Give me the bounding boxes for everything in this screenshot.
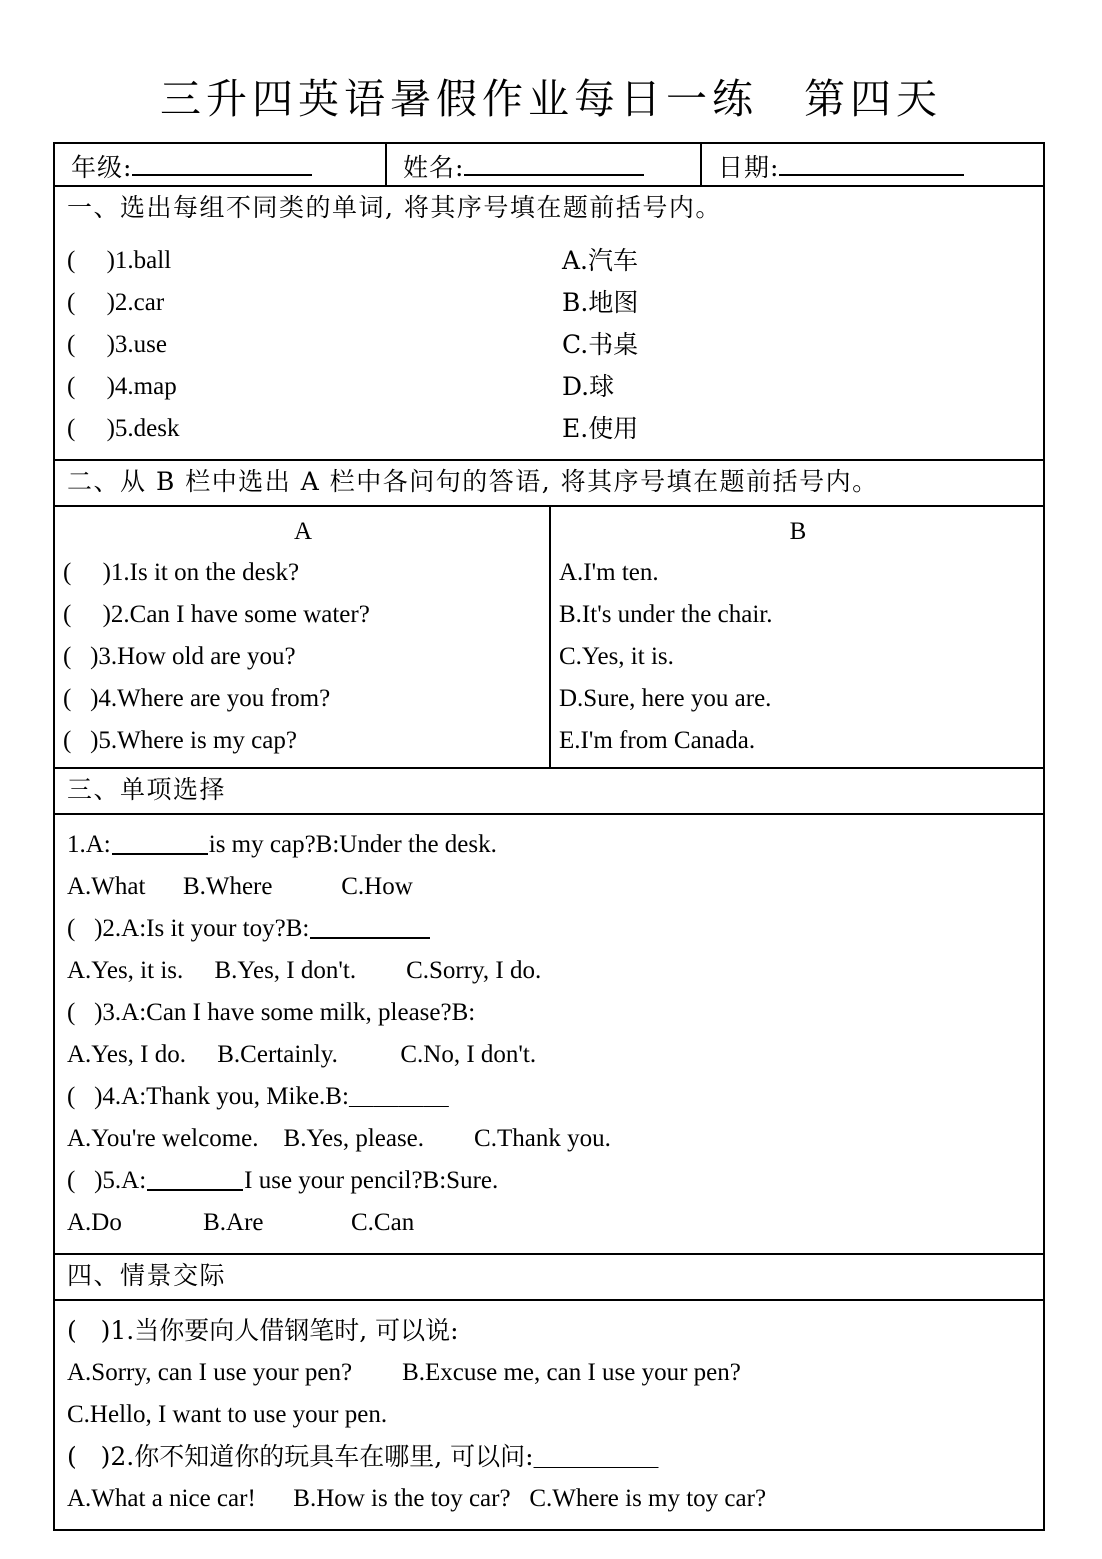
name-field[interactable]: [387, 144, 702, 185]
column-b-header: B: [789, 517, 807, 545]
grade-label: 年级:: [71, 153, 133, 182]
section-1-body: [55, 231, 1043, 459]
question-prompt[interactable]: ( )2.你不知道你的玩具车在哪里, 可以问:＿＿＿＿＿: [67, 1441, 659, 1471]
matching-column-a: [55, 507, 551, 767]
grade-input-blank[interactable]: [132, 152, 312, 176]
section-2: [55, 507, 1043, 769]
worksheet-table: [53, 142, 1045, 1531]
section-4: [55, 1301, 1043, 1529]
list-item: [67, 365, 1033, 407]
section-4-heading-row: [55, 1255, 1043, 1301]
list-item: [67, 323, 1033, 365]
list-item: A.I'm ten.: [559, 558, 659, 586]
answer-blank[interactable]: ＿＿＿＿: [348, 1082, 449, 1110]
section-3-heading: 三、单项选择: [67, 775, 227, 804]
option-row[interactable]: A.You're welcome. B.Yes, please. C.Thank you.: [67, 1124, 611, 1152]
list-item: [67, 281, 1033, 323]
section-4-heading: 四、情景交际: [67, 1261, 227, 1290]
section-1-left-item[interactable]: ( )4.map: [67, 372, 177, 400]
section-2-heading: 二、从 B 栏中选出 A 栏中各问句的答语, 将其序号填在题前括号内。: [67, 467, 879, 496]
question-text: ( )2.A:Is it your toy?B:: [67, 914, 310, 942]
question-prompt[interactable]: ( )1.当你要向人借钢笔时, 可以说:: [67, 1315, 459, 1345]
option-row[interactable]: A.Yes, I do. B.Certainly. C.No, I don't.: [67, 1040, 537, 1068]
matching-column-b: [551, 507, 1043, 767]
list-item[interactable]: ( )2.Can I have some water?: [63, 600, 370, 628]
list-item: C.Yes, it is.: [559, 642, 674, 670]
question-text-tail: is my cap?B:Under the desk.: [208, 830, 497, 858]
date-input-blank[interactable]: [779, 152, 964, 176]
question-text: ( )3.A:Can I have some milk, please?B:: [67, 998, 476, 1026]
question-text: ( )5.A:: [67, 1166, 147, 1194]
answer-blank[interactable]: [310, 917, 430, 939]
name-input-blank[interactable]: [464, 152, 644, 176]
grade-field[interactable]: [55, 144, 387, 185]
section-1-left-item[interactable]: ( )1.ball: [67, 246, 172, 274]
section-3-heading-row: [55, 769, 1043, 815]
list-item[interactable]: ( )3.How old are you?: [63, 642, 296, 670]
question-text: ( )4.A:Thank you, Mike.B:: [67, 1082, 349, 1110]
section-4-body: [55, 1301, 1043, 1529]
answer-blank[interactable]: [112, 833, 208, 855]
name-label: 姓名:: [403, 153, 465, 182]
section-1: [55, 187, 1043, 461]
option-row[interactable]: A.Sorry, can I use your pen? B.Excuse me, can I use your pen?: [67, 1358, 741, 1386]
section-1-right-item: D.球: [562, 371, 615, 401]
question-prompt: [67, 823, 1033, 865]
section-1-right-item: A.汽车: [562, 245, 639, 275]
page-title: 三升四英语暑假作业每日一练 第四天: [160, 75, 942, 123]
option-row[interactable]: A.Do B.Are C.Can: [67, 1208, 415, 1236]
list-item: E.I'm from Canada.: [559, 726, 756, 754]
list-item[interactable]: ( )4.Where are you from?: [63, 684, 331, 712]
section-1-left-item[interactable]: ( )5.desk: [67, 414, 180, 442]
section-1-heading: 一、选出每组不同类的单词, 将其序号填在题前括号内。: [67, 193, 722, 222]
question-text: 1.A:: [67, 830, 111, 858]
section-3-body: [55, 815, 1043, 1253]
list-item: [67, 407, 1033, 449]
answer-blank[interactable]: [147, 1169, 243, 1191]
date-label: 日期:: [718, 153, 780, 182]
section-1-right-item: C.书桌: [562, 329, 639, 359]
option-row[interactable]: A.What a nice car! B.How is the toy car? C.Where is my toy car?: [67, 1484, 767, 1512]
matching-table: [55, 507, 1043, 767]
question-prompt: [67, 991, 1033, 1033]
date-field[interactable]: [702, 144, 1043, 185]
section-1-left-item[interactable]: ( )2.car: [67, 288, 165, 316]
section-1-right-item: B.地图: [562, 287, 639, 317]
question-prompt: [67, 907, 1033, 949]
section-2-heading-row: [55, 461, 1043, 507]
student-info-row: [55, 144, 1043, 187]
question-text-tail: I use your pencil?B:Sure.: [244, 1166, 499, 1194]
list-item: [67, 239, 1033, 281]
question-prompt: [67, 1075, 1033, 1117]
list-item[interactable]: ( )5.Where is my cap?: [63, 726, 297, 754]
list-item: D.Sure, here you are.: [559, 684, 772, 712]
option-row[interactable]: A.Yes, it is. B.Yes, I don't. C.Sorry, I do.: [67, 956, 542, 984]
column-a-header: A: [293, 517, 313, 545]
option-row[interactable]: C.Hello, I want to use your pen.: [67, 1400, 388, 1428]
option-row[interactable]: A.What B.Where C.How: [67, 872, 413, 900]
section-3: [55, 815, 1043, 1255]
section-1-left-item[interactable]: ( )3.use: [67, 330, 167, 358]
question-prompt: [67, 1159, 1033, 1201]
list-item[interactable]: ( )1.Is it on the desk?: [63, 558, 300, 586]
list-item: B.It's under the chair.: [559, 600, 773, 628]
section-1-right-item: E.使用: [562, 413, 639, 443]
